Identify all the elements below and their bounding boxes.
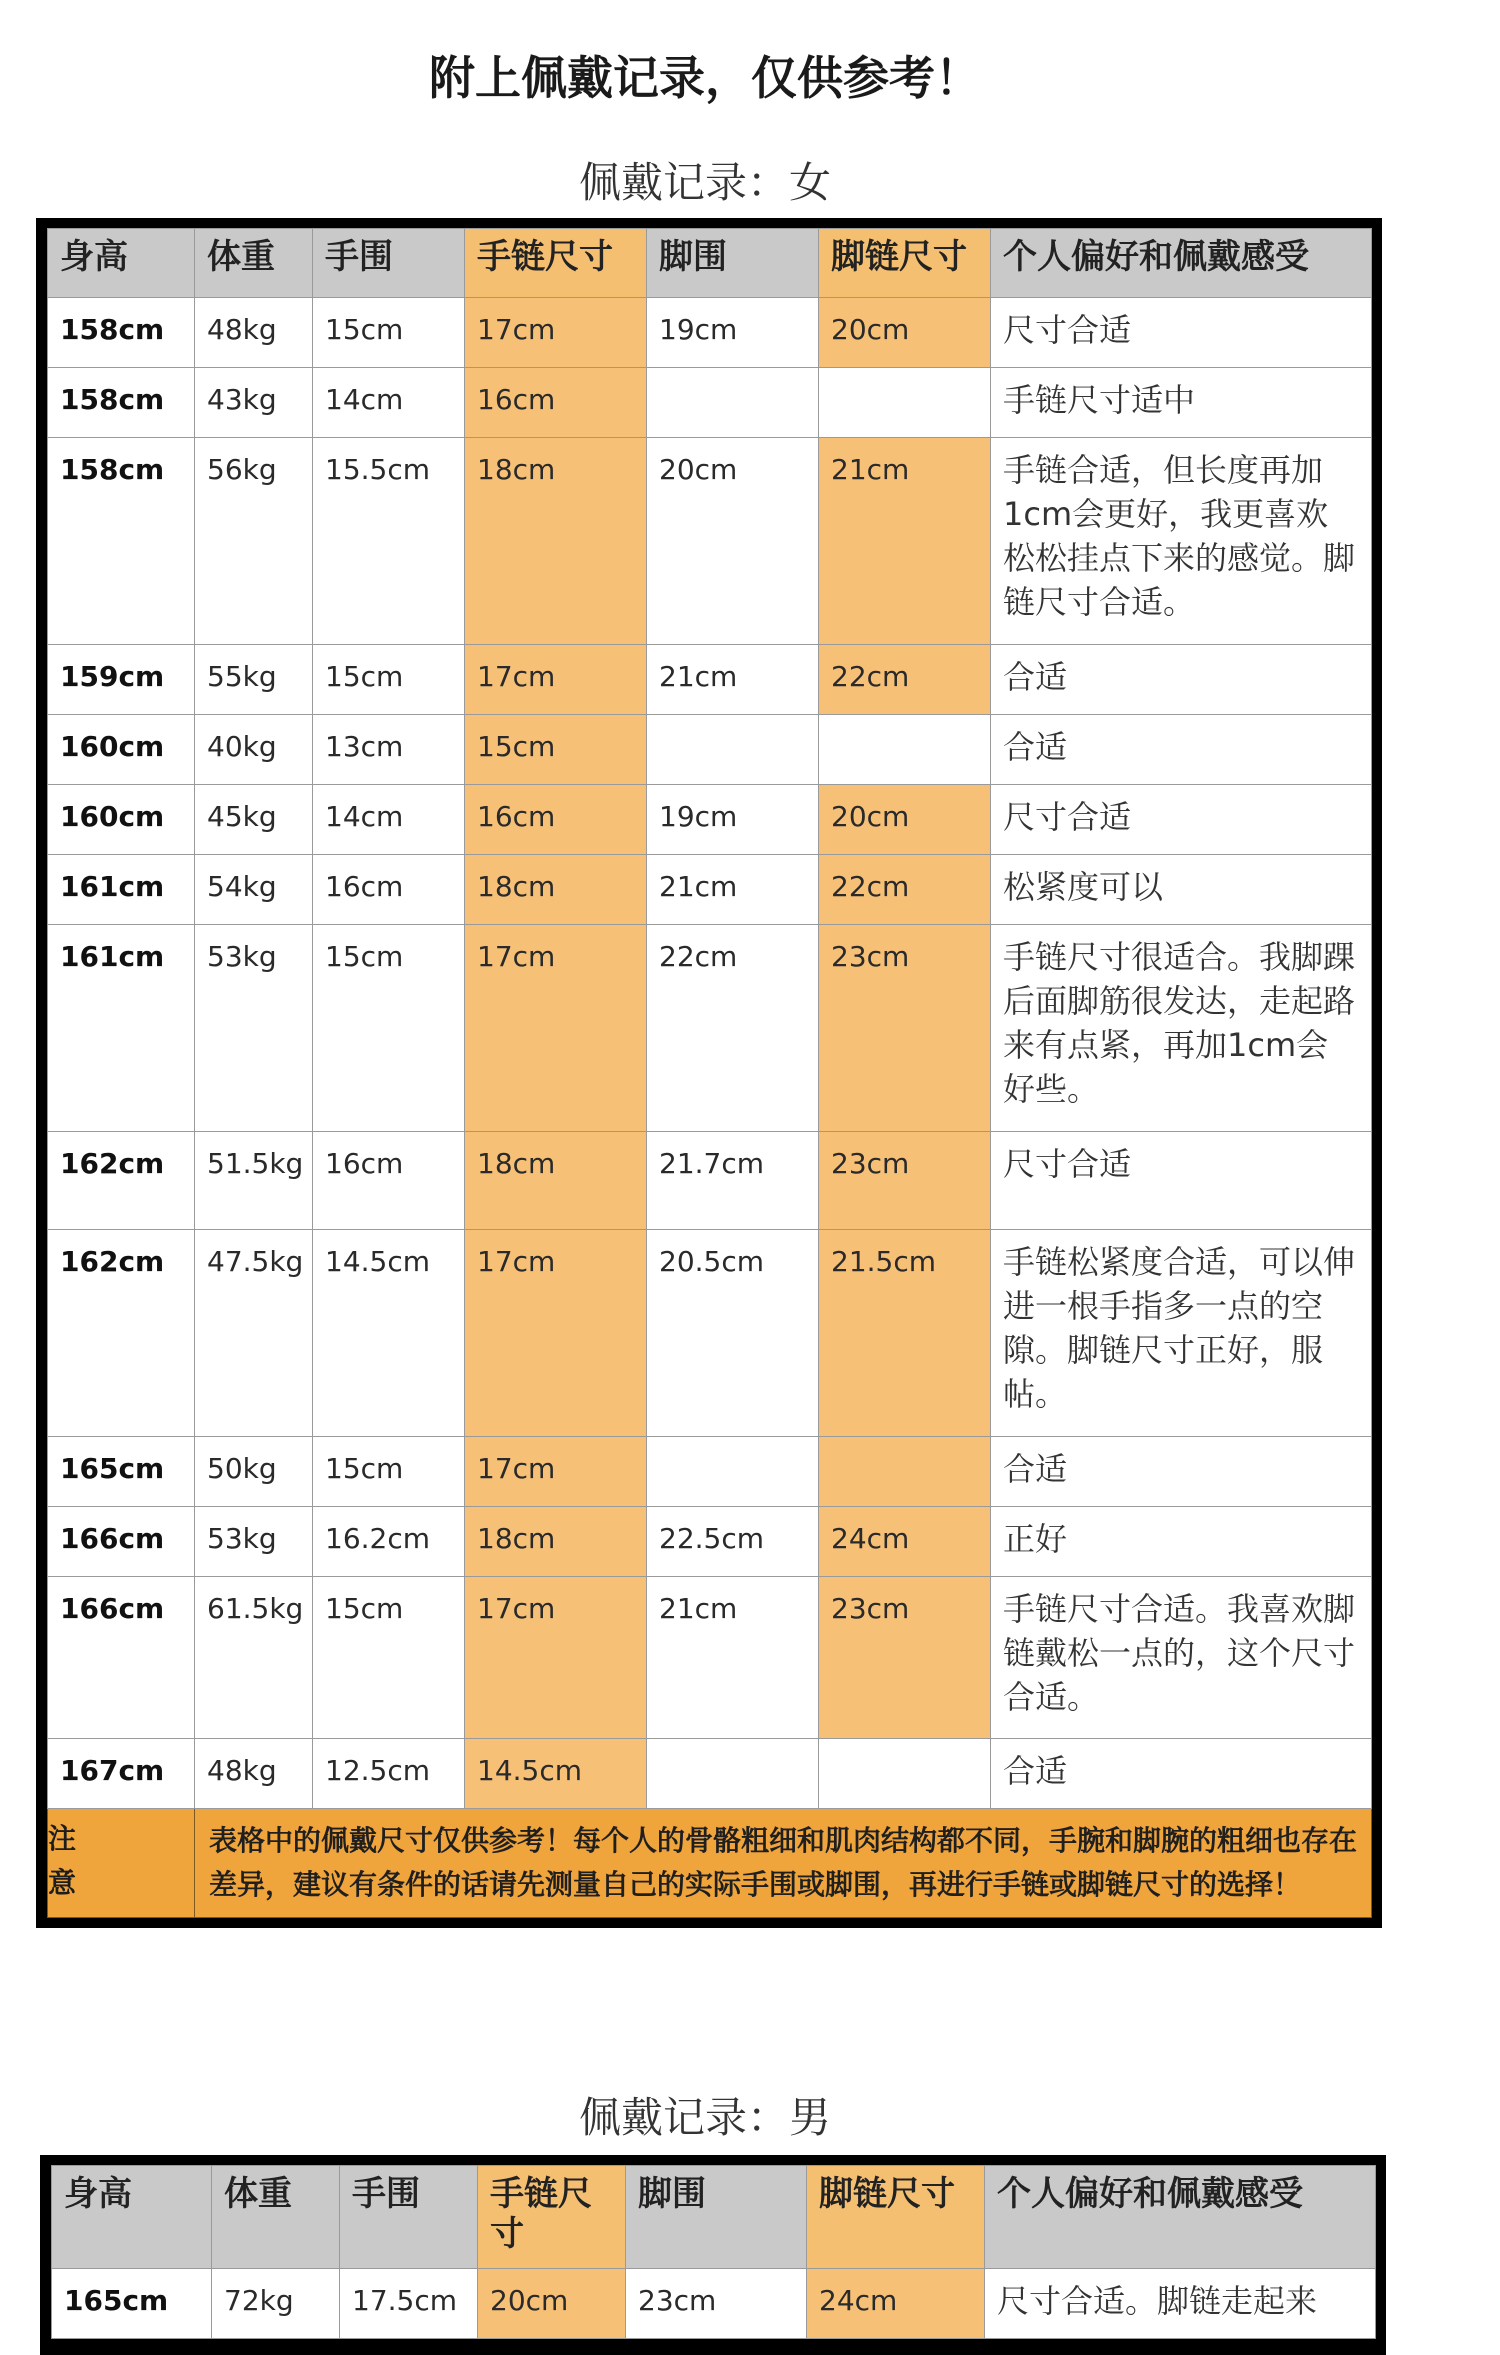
bracelet-size-cell: 17cm xyxy=(465,1577,647,1739)
ankle-cell: 21cm xyxy=(647,1577,819,1739)
ankle-cell: 21cm xyxy=(647,855,819,925)
bracelet-size-cell: 14.5cm xyxy=(465,1739,647,1809)
anklet-size-cell: 23cm xyxy=(819,1132,991,1230)
height-cell: 165cm xyxy=(48,1437,195,1507)
wrist-cell: 14cm xyxy=(313,368,465,438)
height-cell: 161cm xyxy=(48,925,195,1132)
height-cell: 161cm xyxy=(48,855,195,925)
ankle-cell: 22cm xyxy=(647,925,819,1132)
height-cell: 165cm xyxy=(52,2269,212,2339)
anklet-size-cell: 24cm xyxy=(819,1507,991,1577)
ankle-cell xyxy=(647,1437,819,1507)
header-wrist: 手围 xyxy=(313,229,465,298)
wrist-cell: 16cm xyxy=(313,1132,465,1230)
feedback-cell: 尺寸合适 xyxy=(991,1132,1372,1230)
header-height: 身高 xyxy=(52,2166,212,2269)
feedback-cell: 合适 xyxy=(991,645,1372,715)
weight-cell: 47.5kg xyxy=(195,1230,313,1437)
feedback-cell: 手链尺寸很适合。我脚踝后面脚筋很发达，走起路来有点紧，再加1cm会好些。 xyxy=(991,925,1372,1132)
ankle-cell: 21cm xyxy=(647,645,819,715)
weight-cell: 50kg xyxy=(195,1437,313,1507)
feedback-cell: 松紧度可以 xyxy=(991,855,1372,925)
bracelet-size-cell: 15cm xyxy=(465,715,647,785)
table-row xyxy=(48,925,1372,1132)
wrist-cell: 14.5cm xyxy=(313,1230,465,1437)
table-row xyxy=(48,855,1372,925)
anklet-size-cell xyxy=(819,1739,991,1809)
table-row xyxy=(48,298,1372,368)
table-row xyxy=(48,1230,1372,1437)
anklet-size-cell: 20cm xyxy=(819,785,991,855)
wrist-cell: 15cm xyxy=(313,925,465,1132)
table-row xyxy=(48,1437,1372,1507)
header-ankle: 脚围 xyxy=(626,2166,807,2269)
weight-cell: 51.5kg xyxy=(195,1132,313,1230)
female-record-table xyxy=(47,228,1372,1918)
header-weight: 体重 xyxy=(212,2166,340,2269)
header-feedback: 个人偏好和佩戴感受 xyxy=(991,229,1372,298)
height-cell: 162cm xyxy=(48,1132,195,1230)
weight-cell: 43kg xyxy=(195,368,313,438)
table-row xyxy=(48,715,1372,785)
wrist-cell: 15cm xyxy=(313,645,465,715)
bracelet-size-cell: 20cm xyxy=(478,2269,626,2339)
feedback-cell: 尺寸合适。脚链走起来 xyxy=(985,2269,1376,2339)
wrist-cell: 13cm xyxy=(313,715,465,785)
ankle-cell: 22.5cm xyxy=(647,1507,819,1577)
header-height: 身高 xyxy=(48,229,195,298)
note-text: 表格中的佩戴尺寸仅供参考！每个人的骨骼粗细和肌肉结构都不同，手腕和脚腕的粗细也存在差异，建议有条件的话请先测量自己的实际手围或脚围，再进行手链或脚链尺寸的选择！ xyxy=(195,1809,1372,1918)
feedback-cell: 手链尺寸合适。我喜欢脚链戴松一点的，这个尺寸合适。 xyxy=(991,1577,1372,1739)
height-cell: 160cm xyxy=(48,785,195,855)
anklet-size-cell: 24cm xyxy=(807,2269,985,2339)
height-cell: 158cm xyxy=(48,298,195,368)
feedback-cell: 手链尺寸适中 xyxy=(991,368,1372,438)
header-bracelet-size: 手链尺寸 xyxy=(465,229,647,298)
table-row xyxy=(48,1507,1372,1577)
anklet-size-cell: 20cm xyxy=(819,298,991,368)
feedback-cell: 合适 xyxy=(991,715,1372,785)
ankle-cell: 20cm xyxy=(647,438,819,645)
bracelet-size-cell: 16cm xyxy=(465,785,647,855)
bracelet-size-cell: 16cm xyxy=(465,368,647,438)
wrist-cell: 12.5cm xyxy=(313,1739,465,1809)
wrist-cell: 16cm xyxy=(313,855,465,925)
bracelet-size-cell: 18cm xyxy=(465,1507,647,1577)
anklet-size-cell: 23cm xyxy=(819,1577,991,1739)
weight-cell: 48kg xyxy=(195,298,313,368)
weight-cell: 40kg xyxy=(195,715,313,785)
note-label xyxy=(48,1809,195,1918)
table-header-row xyxy=(48,229,1372,298)
wrist-cell: 16.2cm xyxy=(313,1507,465,1577)
wrist-cell: 17.5cm xyxy=(340,2269,478,2339)
table-row xyxy=(48,368,1372,438)
height-cell: 158cm xyxy=(48,368,195,438)
weight-cell: 72kg xyxy=(212,2269,340,2339)
height-cell: 158cm xyxy=(48,438,195,645)
bracelet-size-cell: 17cm xyxy=(465,298,647,368)
anklet-size-cell xyxy=(819,1437,991,1507)
table-row xyxy=(52,2269,1376,2339)
bracelet-size-cell: 18cm xyxy=(465,1132,647,1230)
ankle-cell xyxy=(647,715,819,785)
bracelet-size-cell: 18cm xyxy=(465,855,647,925)
feedback-cell: 手链合适，但长度再加1cm会更好，我更喜欢松松挂点下来的感觉。脚链尺寸合适。 xyxy=(991,438,1372,645)
header-weight: 体重 xyxy=(195,229,313,298)
anklet-size-cell: 21.5cm xyxy=(819,1230,991,1437)
wrist-cell: 15cm xyxy=(313,298,465,368)
header-bracelet-size: 手链尺寸 xyxy=(478,2166,626,2269)
weight-cell: 53kg xyxy=(195,925,313,1132)
table-header-row xyxy=(52,2166,1376,2269)
header-anklet-size: 脚链尺寸 xyxy=(807,2166,985,2269)
anklet-size-cell xyxy=(819,715,991,785)
wrist-cell: 15cm xyxy=(313,1577,465,1739)
ankle-cell: 21.7cm xyxy=(647,1132,819,1230)
weight-cell: 45kg xyxy=(195,785,313,855)
bracelet-size-cell: 17cm xyxy=(465,1230,647,1437)
bracelet-size-cell: 17cm xyxy=(465,1437,647,1507)
feedback-cell: 合适 xyxy=(991,1437,1372,1507)
height-cell: 159cm xyxy=(48,645,195,715)
female-table-title: 佩戴记录：女 xyxy=(578,158,831,207)
wrist-cell: 15cm xyxy=(313,1437,465,1507)
weight-cell: 55kg xyxy=(195,645,313,715)
height-cell: 160cm xyxy=(48,715,195,785)
page-title: 附上佩戴记录，仅供参考！ xyxy=(429,51,981,105)
anklet-size-cell: 22cm xyxy=(819,855,991,925)
note-label-text: 注意 xyxy=(48,1822,77,1899)
male-record-table xyxy=(51,2165,1376,2339)
wrist-cell: 14cm xyxy=(313,785,465,855)
female-record-table-frame xyxy=(36,218,1382,1928)
bracelet-size-cell: 17cm xyxy=(465,925,647,1132)
anklet-size-cell: 22cm xyxy=(819,645,991,715)
note-row xyxy=(48,1809,1372,1918)
weight-cell: 53kg xyxy=(195,1507,313,1577)
ankle-cell: 19cm xyxy=(647,785,819,855)
table-row xyxy=(48,645,1372,715)
ankle-cell: 20.5cm xyxy=(647,1230,819,1437)
height-cell: 162cm xyxy=(48,1230,195,1437)
weight-cell: 61.5kg xyxy=(195,1577,313,1739)
feedback-cell: 正好 xyxy=(991,1507,1372,1577)
header-wrist: 手围 xyxy=(340,2166,478,2269)
table-row xyxy=(48,1132,1372,1230)
weight-cell: 54kg xyxy=(195,855,313,925)
height-cell: 167cm xyxy=(48,1739,195,1809)
header-ankle: 脚围 xyxy=(647,229,819,298)
header-feedback: 个人偏好和佩戴感受 xyxy=(985,2166,1376,2269)
feedback-cell: 尺寸合适 xyxy=(991,298,1372,368)
anklet-size-cell: 21cm xyxy=(819,438,991,645)
anklet-size-cell xyxy=(819,368,991,438)
height-cell: 166cm xyxy=(48,1577,195,1739)
ankle-cell xyxy=(647,368,819,438)
feedback-cell: 合适 xyxy=(991,1739,1372,1809)
ankle-cell: 19cm xyxy=(647,298,819,368)
height-cell: 166cm xyxy=(48,1507,195,1577)
table-row xyxy=(48,1739,1372,1809)
anklet-size-cell: 23cm xyxy=(819,925,991,1132)
table-row xyxy=(48,1577,1372,1739)
bracelet-size-cell: 18cm xyxy=(465,438,647,645)
male-record-table-frame xyxy=(40,2155,1386,2355)
ankle-cell: 23cm xyxy=(626,2269,807,2339)
bracelet-size-cell: 17cm xyxy=(465,645,647,715)
wrist-cell: 15.5cm xyxy=(313,438,465,645)
feedback-cell: 手链松紧度合适，可以伸进一根手指多一点的空隙。脚链尺寸正好，服帖。 xyxy=(991,1230,1372,1437)
ankle-cell xyxy=(647,1739,819,1809)
weight-cell: 48kg xyxy=(195,1739,313,1809)
table-row xyxy=(48,785,1372,855)
feedback-cell: 尺寸合适 xyxy=(991,785,1372,855)
male-table-title: 佩戴记录：男 xyxy=(578,2093,831,2142)
header-anklet-size: 脚链尺寸 xyxy=(819,229,991,298)
weight-cell: 56kg xyxy=(195,438,313,645)
table-row xyxy=(48,438,1372,645)
